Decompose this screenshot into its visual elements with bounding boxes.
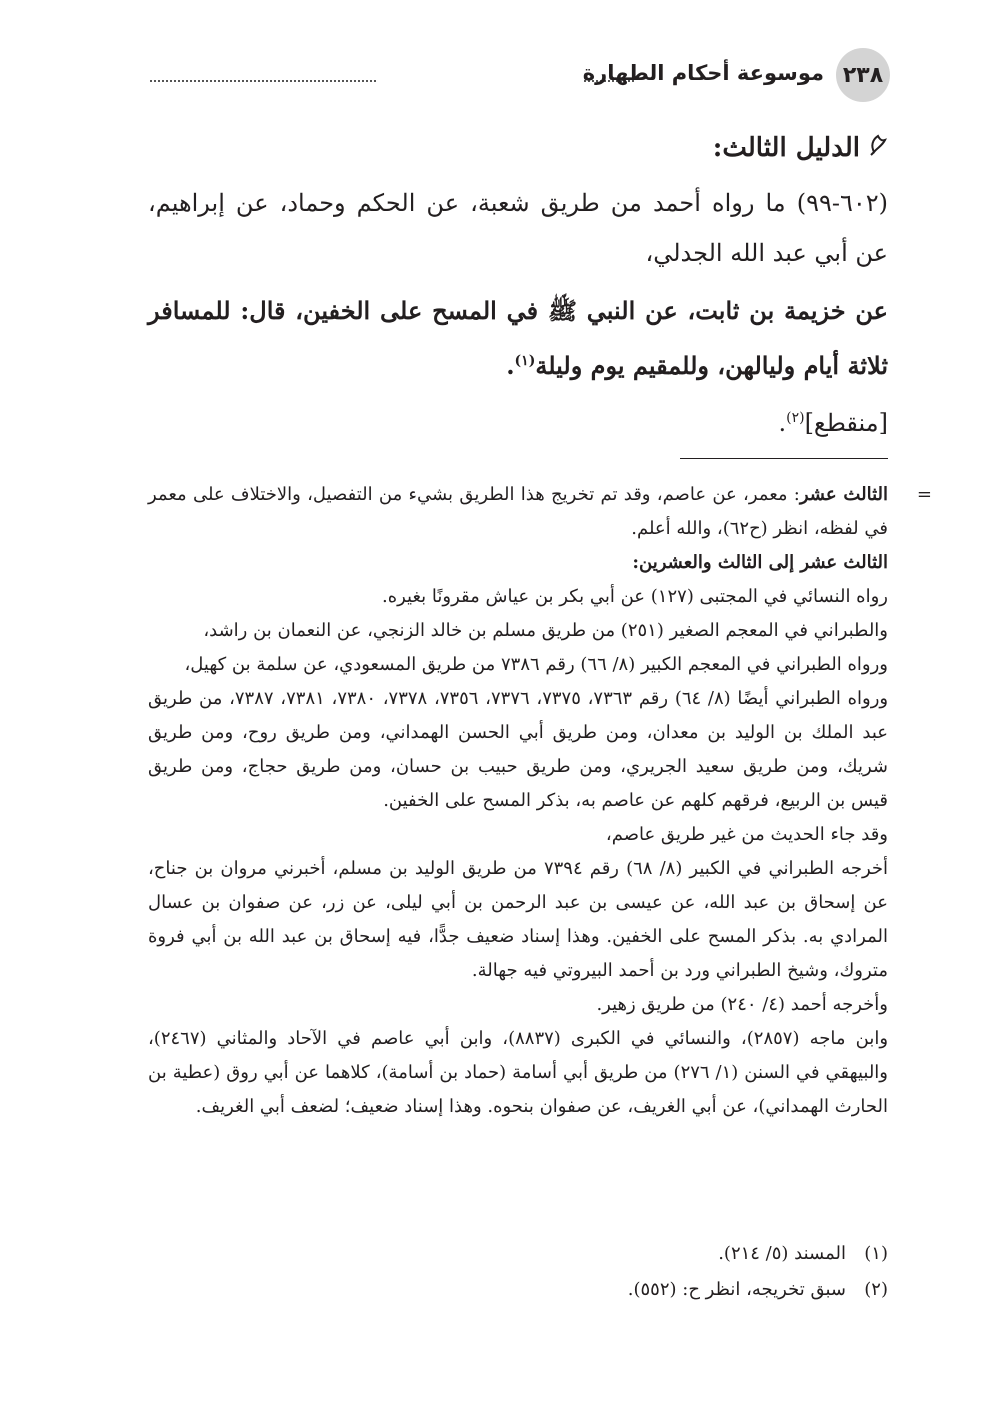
note-text: : معمر، عن عاصم، وقد تم تخريج هذا الطريق بشيء من التفصيل، والاختلاف على معمر في لفظه، انظر (ح٦٢)، والله أعلم. <box>148 484 888 539</box>
note-subheading: الثالث عشر إلى الثالث والعشرين: <box>632 552 888 573</box>
footnote-separator <box>680 458 888 459</box>
footnote-ref-1: (١) <box>514 353 536 369</box>
note-label: الثالث عشر <box>799 484 888 505</box>
hadith-intro: (٦٠٢-٩٩) ما رواه أحمد من طريق شعبة، عن الحكم وحماد، عن إبراهيم، عن أبي عبد الله الجدلي، <box>148 189 888 267</box>
continuation-mark: = <box>916 484 932 505</box>
note-paragraph: ورواه الطبراني في المعجم الكبير (٨/ ٦٦) رقم ٧٣٨٦ من طريق المسعودي، عن سلمة بن كهيل، <box>184 654 888 675</box>
leaf-icon <box>868 118 888 178</box>
section-heading <box>148 118 888 178</box>
running-title: موسوعة أحكام الطهارة <box>582 61 824 85</box>
footnotes <box>148 1236 888 1308</box>
page-header <box>150 48 890 100</box>
header-dotted-rule-left <box>150 80 376 82</box>
heading-text: الدليل الثالث: <box>712 133 860 163</box>
footnote <box>148 1272 888 1308</box>
verdict-end: . <box>778 409 787 437</box>
footnote-text: سبق تخريجه، انظر ح: (٥٥٢). <box>627 1279 846 1300</box>
note-paragraph: وأخرجه أحمد (٤/ ٢٤٠) من طريق زهير. <box>596 994 888 1015</box>
footnote-number: (١) <box>864 1243 888 1264</box>
verdict-text: [منقطع] <box>804 409 888 437</box>
note-paragraph: وقد جاء الحديث من غير طريق عاصم، <box>605 824 888 845</box>
note-paragraph: وابن ماجه (٢٨٥٧)، والنسائي في الكبرى (٨٨٣٧)، وابن أبي عاصم في الآحاد والمثاني (٢٤٦٧)، والبيهقي في السنن (١/ ٢٧٦) من طريق أبي أسامة (حماد بن أسامة)، كلاهما عن أبي روق (عطية بن الحارث الهمداني)، عن أبي الغريف، عن صفوان بنحوه. وهذا إسناد ضعيف؛ لضعف أبي الغريف. <box>148 1028 889 1117</box>
note-paragraph: أخرجه الطبراني في الكبير (٨/ ٦٨) رقم ٧٣٩٤ من طريق الوليد بن مسلم، أخبرني مروان بن جناح، عن إسحاق بن عبد الله، عن عيسى بن عبد الرحمن بن أبي ليلى، عن زر، عن صفوان بن عسال المرادي به. بذكر المسح على الخفين. وهذا إسناد ضعيف جدًّا، فيه إسحاق بن عبد الله بن أبي فروة متروك، وشيخ الطبراني ورد بن أحمد البيروتي فيه جهالة. <box>148 858 889 981</box>
hadith-end: . <box>506 351 515 380</box>
verdict <box>148 391 888 450</box>
page-number: ٢٣٨ <box>836 48 890 102</box>
note-paragraph: رواه النسائي في المجتبى (١٢٧) عن أبي بكر بن عياش مقرونًا بغيره. <box>381 586 888 607</box>
note-paragraph: ورواه الطبراني أيضًا (٨/ ٦٤) رقم ٧٣٦٣، ٧٣٧٥، ٧٣٧٦، ٧٣٥٦، ٧٣٧٨، ٧٣٨٠، ٧٣٨١، ٧٣٨٧، من طريق عبد الملك بن الوليد بن معدان، ومن طريق أبي الحسن الهمداني، ومن طريق روح، ومن طريق شريك، ومن طريق سعيد الجريري، ومن طريق حبيب بن حسان، ومن طريق حجاج، ومن طريق قيس بن الربيع، فرقهم كلهم عن عاصم به، بذكر المسح على الخفين. <box>148 688 889 811</box>
footnote <box>148 1236 888 1272</box>
footnote-ref-2: (٢) <box>786 410 805 426</box>
note-paragraph: والطبراني في المعجم الصغير (٢٥١) من طريق مسلم بن خالد الزنجي، عن النعمان بن راشد، <box>203 620 888 641</box>
hadith-body: عن خزيمة بن ثابت، عن النبي ﷺ في المسح على الخفين، قال: للمسافر ثلاثة أيام وليالهن، وللمقيم يوم وليلة <box>148 296 888 380</box>
notes-block <box>148 478 932 1124</box>
main-text <box>148 118 888 450</box>
footnote-number: (٢) <box>864 1279 888 1300</box>
note-paragraph <box>148 478 888 546</box>
hadith-text <box>148 286 888 391</box>
footnote-text: المسند (٥/ ٢١٤). <box>718 1243 846 1264</box>
